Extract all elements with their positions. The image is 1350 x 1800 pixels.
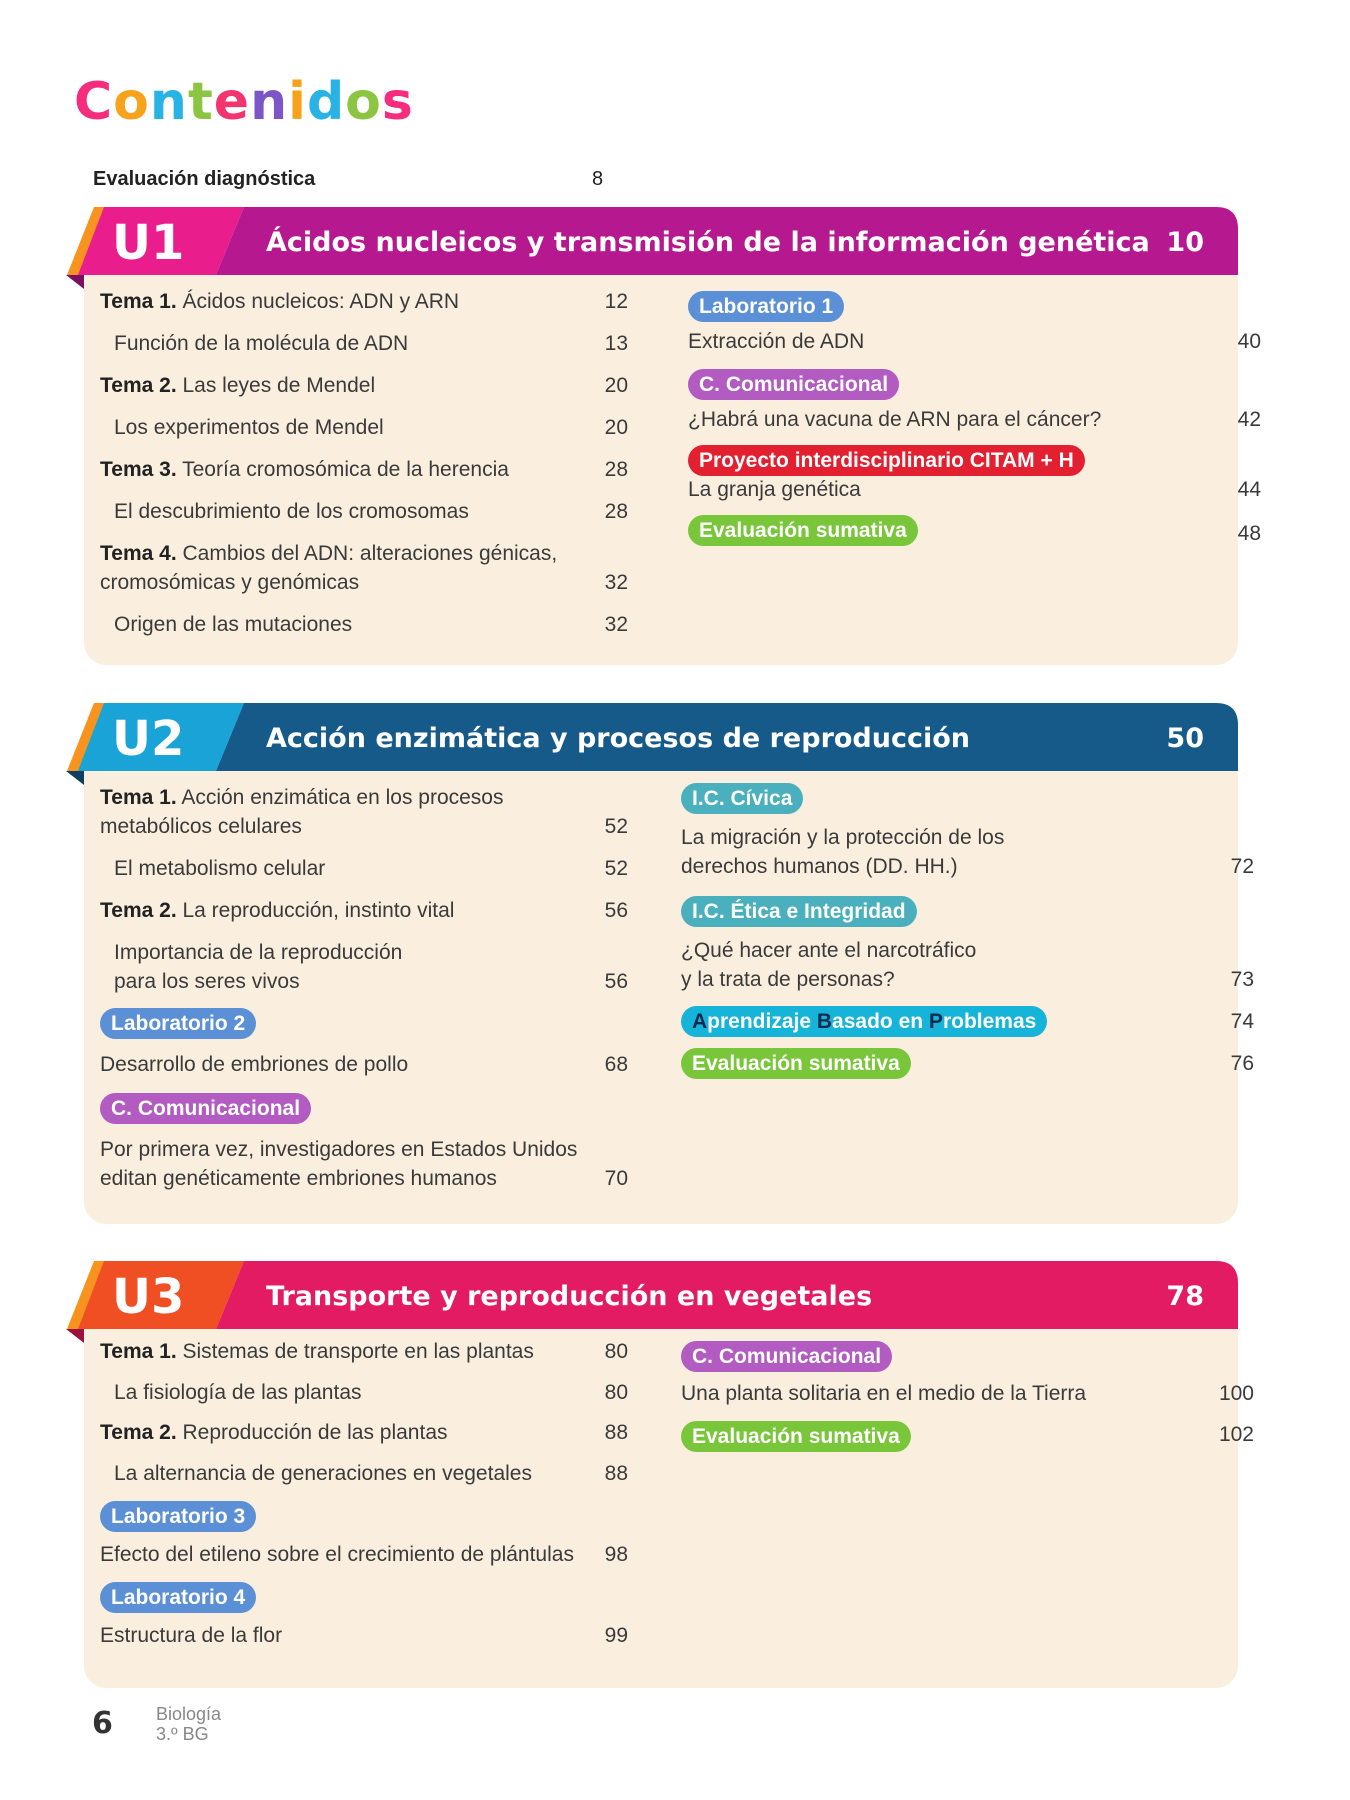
toc-page: 40 — [1237, 330, 1261, 353]
title-letter: t — [187, 72, 214, 132]
toc-page: 13 — [604, 332, 628, 355]
unit-page: 78 — [1166, 1281, 1204, 1312]
toc-page: 52 — [604, 815, 628, 838]
toc-entry[interactable]: El metabolismo celular — [114, 857, 326, 880]
toc-entry[interactable]: La alternancia de generaciones en vegetales — [114, 1462, 532, 1485]
laboratory-badge: Laboratorio 1 — [688, 291, 844, 322]
title-letter: o — [113, 72, 150, 132]
toc-page: 100 — [1218, 1382, 1254, 1405]
toc-entry[interactable]: Los experimentos de Mendel — [114, 416, 384, 439]
toc-page: 42 — [1237, 408, 1261, 431]
toc-entry[interactable]: Origen de las mutaciones — [114, 613, 353, 636]
toc-page: 20 — [604, 416, 628, 439]
toc-entry[interactable]: La fisiología de las plantas — [114, 1381, 362, 1404]
toc-page: 32 — [604, 613, 628, 636]
toc-page: 88 — [604, 1421, 628, 1444]
page-title — [74, 72, 414, 132]
problem-based-learning-badge[interactable]: Aprendizaje Basado en Problemas — [681, 1006, 1047, 1037]
toc-page: 52 — [604, 857, 628, 880]
title-letter: n — [149, 72, 188, 132]
toc-page: 44 — [1237, 478, 1261, 501]
unit-code: U2 — [112, 711, 185, 767]
toc-entry[interactable]: Desarrollo de embriones de pollo — [100, 1053, 409, 1076]
footer-book-info — [156, 1704, 221, 1744]
toc-page: 20 — [604, 374, 628, 397]
toc-page: 80 — [604, 1340, 628, 1363]
toc-page: 72 — [1230, 855, 1254, 878]
toc-page: 12 — [604, 290, 628, 313]
toc-entry[interactable]: ¿Habrá una vacuna de ARN para el cáncer? — [688, 408, 1102, 431]
summative-evaluation-badge[interactable]: Evaluación sumativa — [688, 515, 918, 546]
toc-page: 73 — [1230, 968, 1254, 991]
unit-page: 50 — [1166, 723, 1204, 754]
toc-page: 74 — [1230, 1010, 1254, 1033]
laboratory-badge: Laboratorio 4 — [100, 1582, 256, 1613]
toc-page: 28 — [604, 500, 628, 523]
toc-page: 56 — [604, 899, 628, 922]
toc-page: 56 — [604, 970, 628, 993]
laboratory-badge: Laboratorio 2 — [100, 1008, 256, 1039]
toc-page: 48 — [1237, 522, 1261, 545]
toc-entry[interactable]: Estructura de la flor — [100, 1624, 283, 1647]
project-badge: Proyecto interdisciplinario CITAM + H — [688, 445, 1085, 476]
toc-page: 28 — [604, 458, 628, 481]
unit-banner[interactable] — [66, 703, 1238, 775]
toc-page: 80 — [604, 1381, 628, 1404]
toc-page: 70 — [604, 1167, 628, 1190]
toc-page: 88 — [604, 1462, 628, 1485]
unit-1 — [66, 207, 1261, 665]
unit-2 — [66, 703, 1254, 1224]
unit-3 — [66, 1261, 1254, 1688]
laboratory-badge: Laboratorio 3 — [100, 1501, 256, 1532]
summative-evaluation-badge[interactable]: Evaluación sumativa — [681, 1048, 911, 1079]
title-letter: n — [250, 72, 289, 132]
toc-entry[interactable]: Tema 1. Sistemas de transporte en las plantas — [100, 1340, 534, 1363]
toc-entry[interactable]: Una planta solitaria en el medio de la Tierra — [681, 1382, 1087, 1405]
ethics-badge: I.C. Ética e Integridad — [681, 896, 917, 927]
toc-entry[interactable]: Efecto del etileno sobre el crecimiento de plántulas — [100, 1543, 574, 1566]
toc-entry[interactable]: Tema 1. Acción enzimática en los procesos metabólicos celulares — [100, 786, 504, 838]
toc-entry[interactable]: Tema 4. Cambios del ADN: alteraciones génicas, cromosómicas y genómicas — [100, 542, 558, 594]
civic-badge: I.C. Cívica — [681, 783, 803, 814]
toc-entry[interactable]: Tema 1. Ácidos nucleicos: ADN y ARN — [100, 290, 460, 313]
toc-entry[interactable]: Extracción de ADN — [688, 330, 865, 353]
communication-badge: C. Comunicacional — [681, 1341, 892, 1372]
toc-entry[interactable]: Por primera vez, investigadores en Estados Unidos editan genéticamente embriones humanos — [100, 1138, 578, 1190]
unit-code: U1 — [112, 215, 185, 271]
title-letter: e — [213, 72, 251, 132]
toc-page: 68 — [604, 1053, 628, 1076]
unit-banner[interactable] — [66, 207, 1238, 279]
toc-entry[interactable]: La granja genética — [688, 478, 861, 501]
toc-entry[interactable]: Tema 3. Teoría cromosómica de la herencia — [100, 458, 509, 481]
title-letter: s — [381, 72, 414, 132]
unit-code: U3 — [112, 1269, 185, 1325]
toc-entry[interactable]: Importancia de la reproducción para los seres vivos — [114, 941, 403, 993]
toc-entry[interactable]: Tema 2. Las leyes de Mendel — [100, 374, 376, 397]
page-number: 6 — [92, 1706, 113, 1741]
toc-page: 102 — [1218, 1423, 1254, 1446]
communication-badge: C. Comunicacional — [688, 369, 899, 400]
toc-entry[interactable]: Función de la molécula de ADN — [114, 332, 409, 355]
title-letter: o — [345, 72, 382, 132]
title-letter: C — [74, 72, 114, 132]
toc-page: 99 — [604, 1624, 628, 1647]
unit-page: 10 — [1166, 227, 1204, 258]
toc-entry[interactable]: ¿Qué hacer ante el narcotráfico y la trata de personas? — [681, 939, 977, 991]
unit-title: Transporte y reproducción en vegetales — [266, 1281, 873, 1312]
toc-entry[interactable]: Tema 2. Reproducción de las plantas — [100, 1421, 448, 1444]
communication-badge: C. Comunicacional — [100, 1093, 311, 1124]
unit-banner[interactable] — [66, 1261, 1238, 1333]
toc-entry[interactable]: El descubrimiento de los cromosomas — [114, 500, 469, 523]
toc-page: 32 — [604, 571, 628, 594]
toc-page: 76 — [1230, 1052, 1254, 1075]
toc-page: 98 — [604, 1543, 628, 1566]
toc-entry[interactable]: La migración y la protección de los derechos humanos (DD. HH.) — [681, 826, 1005, 878]
title-letter: i — [288, 72, 307, 132]
summative-evaluation-badge[interactable]: Evaluación sumativa — [681, 1421, 911, 1452]
title-letter: d — [306, 72, 346, 132]
diagnostic-page: 8 — [592, 168, 604, 190]
diagnostic-label[interactable]: Evaluación diagnóstica — [93, 168, 316, 190]
unit-title: Acción enzimática y procesos de reproducción — [266, 723, 971, 754]
footer-subject: Biología — [156, 1704, 222, 1724]
footer-grade: 3.º BG — [156, 1724, 209, 1744]
unit-title: Ácidos nucleicos y transmisión de la información genética — [266, 227, 1150, 258]
toc-entry[interactable]: Tema 2. La reproducción, instinto vital — [100, 899, 455, 922]
